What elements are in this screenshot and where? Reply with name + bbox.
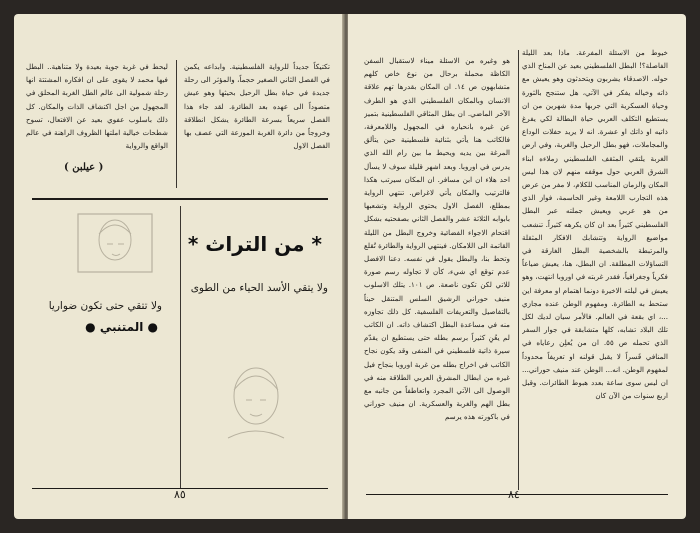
bullet-icon: ● — [147, 320, 158, 334]
section-heading: * من التراث * — [187, 232, 322, 256]
section-divider — [32, 198, 328, 200]
paragraph: تكتيكاً جديداً للرواية الفلسطينية. وابداعه يكمن في الفصل الثاني الصغير حجماً، والمؤثر الى رحلة جديدة في حياة بطل الرحيل بحيثها وهو عيش متصوداً الى عهده بعد الطائرة. لقد جاء هذا الفصل سريعاً بسرعة الطائرة يشكل انطلاقة وخروجاً من دائرة الغربة الموزعة التي عصف بها الفصل الاول — [184, 62, 330, 151]
poet-name-text: المتنبي — [99, 320, 144, 334]
poet-name — [85, 320, 158, 334]
page-number: ٨٥ — [174, 488, 186, 501]
paragraph: هو وغيره من الاسئلة ميناء لاستقبال السفن الكاظة محملة برحال من نوع خاص كلهم متشابهون ص ١٤. ان المكان بقدرها تهم علاقة الانسان وبالمكان الفلسطيني الذي هو الطرف الآخر الماضي. ان بطل المثاقي الفلسطينية بتميز عن غيره بانحياره في المجهول واللامعرفة، فالكاتب هنا يأتي بثنائية فلسطينية حين يتألق المرغة بين يديه ويحيط ما بين رام الله الذي يدرس في اوروبا. وبعد اشهر قليلة سوف لا يسأل احد هلاء ان ابن مسافر. ان المكان سيرتب هكذا فالترتيب والمكان يأتي لاغراض. تنتهي الرواية بمطلع، الفصل الاول يحتوي الرواية وتشعبها بابوابه الثلاثة عشر والفصل الثاني بصفحتيه بشكل اقتحام الاجواء الفضائية وخروج البطل من الليلة القاتمة الى اللامكان. فينتهي الرواية والطائرة تُقلع وتحط بنا، والبطل يقول في نفسه. دعنا الافضل عدم توقع اي شيء، كأن لا تجاوله رسم صورة للاتي لكن تكون ناصعة. ص ١٠١. يتلك الاسلوب منيف حوراني الرشيق السلس المتنقل حيناً بالتفاصيل والتعريفات الفلسفية. كل ذلك تجاوزه منه في مساعدة البطل اكتشاف ذاته. ان الكاتب لم يعُنِ كثيراً برسم بطله حتى يستطيع ان يقدّم سيرة ذاتية فلسطيني في المنفى وقد يكون نجاح الكاتب في اخراج بطله من غربة اوروبا بنجاح فيل غيره من ابطال المشرق العربي الطلاقة منه في الوصول الى الآتي المجرد واتعاطفاً من جانبه مع بطل الهم والغربة والعسكرية. ان منيف حوراني في باكورته هذه يرسم — [364, 56, 510, 422]
right-page — [348, 14, 686, 519]
left-page-text-column-right — [184, 60, 330, 190]
portrait-sketch-top — [72, 210, 158, 276]
page-number: ٨٤ — [508, 488, 520, 501]
paragraph: ليحط في غربة جوية بعيدة ولا متناهية.. البطل فيها محمد لا يقوى على ان افكاره المشتتة انها رحلة شمولية الى عالم الطل الغربة المحلق في المجهول من اجل اكتشاف الذات والمكان. كل ذلك باسلوب عفوي بعيد عن الافتعال، تسوح شطحات خيالية املتها الظروف الراهنة في عالم الواقع والرواية — [26, 62, 168, 151]
author-signature: ( عيلبن ) — [64, 162, 104, 173]
poem-line-2: ولا تتقي حتى تكون ضواريا — [48, 300, 162, 312]
column-divider — [518, 50, 519, 490]
column-divider — [176, 60, 177, 188]
right-page-text-column-left — [364, 54, 510, 490]
bullet-icon: ● — [85, 320, 96, 334]
poem-line-1: ولا يتقي الأسد الحياء من الطوى — [190, 282, 328, 294]
book-spread — [14, 14, 686, 519]
paragraph: خيوط من الاسئلة المفرعة. ماذا بعد الليلة الفاصلة؟! البطل الفلسطيني بعيد عن المناخ الذي حوله. الاصدقاء يشربون ويتحدثون وهو يعيش مع ذاته وخياله يفكر في الآتي، هل ستنجح بالثورة وحياة العسكرية التي جربها مدة شهرين من ان يستطيع التكلف العربي حياة البطالة لكي يفرغ ذاتيه او ذاتك او عشرة. انه لا يريد حفلات الوداع والمجاملات، فهو بطل الرحيل والغربة، وفي ارض الغربة يلتقي المثقف الفلسطيني زملاءه ابناء الشرق العربي حول موقفه منهم لان هذا ليس المكان والزمان المناسب للكلام، لا مفر من عرض هذه التجارب اللامعة وغير الحاسمة، فواز الذي من هو عربي ويعيش جملته عبر البطل الفلسطيني كثيراً بعد ان كان يكرهه كثيراً. تنشعب مواضيع الرواية وتتشابك الافكار المثقلة والمرتبطة بالشخصية البطل الغارقة في التساؤلات المطلقة. ان البطل، هنا، يعيش ضياعاً فكرياً وجغرافياً، فقدر غربته في اوروبا انتهت، وهو يعيش في ليلته الاخيرة دونما اهتمام او معرفة اين ستحط به الطائرة. ومفهوم الوطن عنده مجازي ...، اي بقعة في العالم. فالأمر سيان لديك لكل تلك البلاد تشابه، كلها متشابقة في جوار السفر الذي تحمله ص ٥٥. ان من يُعلِن رعاياه في المنافي قَسراً لا يقبل قولنه او تعريفاً محدوداً لمفهوم الوطن. انه... الوطن عند منيف حوراني... ان ليس سوى ساعة بعدد هبوط الطائرات. وقبل اربع سنوات من الآن كان — [522, 48, 668, 401]
left-page — [14, 14, 344, 519]
right-page-text-column-right — [522, 46, 668, 490]
column-divider — [180, 206, 181, 488]
portrait-sketch-bottom — [214, 360, 298, 440]
